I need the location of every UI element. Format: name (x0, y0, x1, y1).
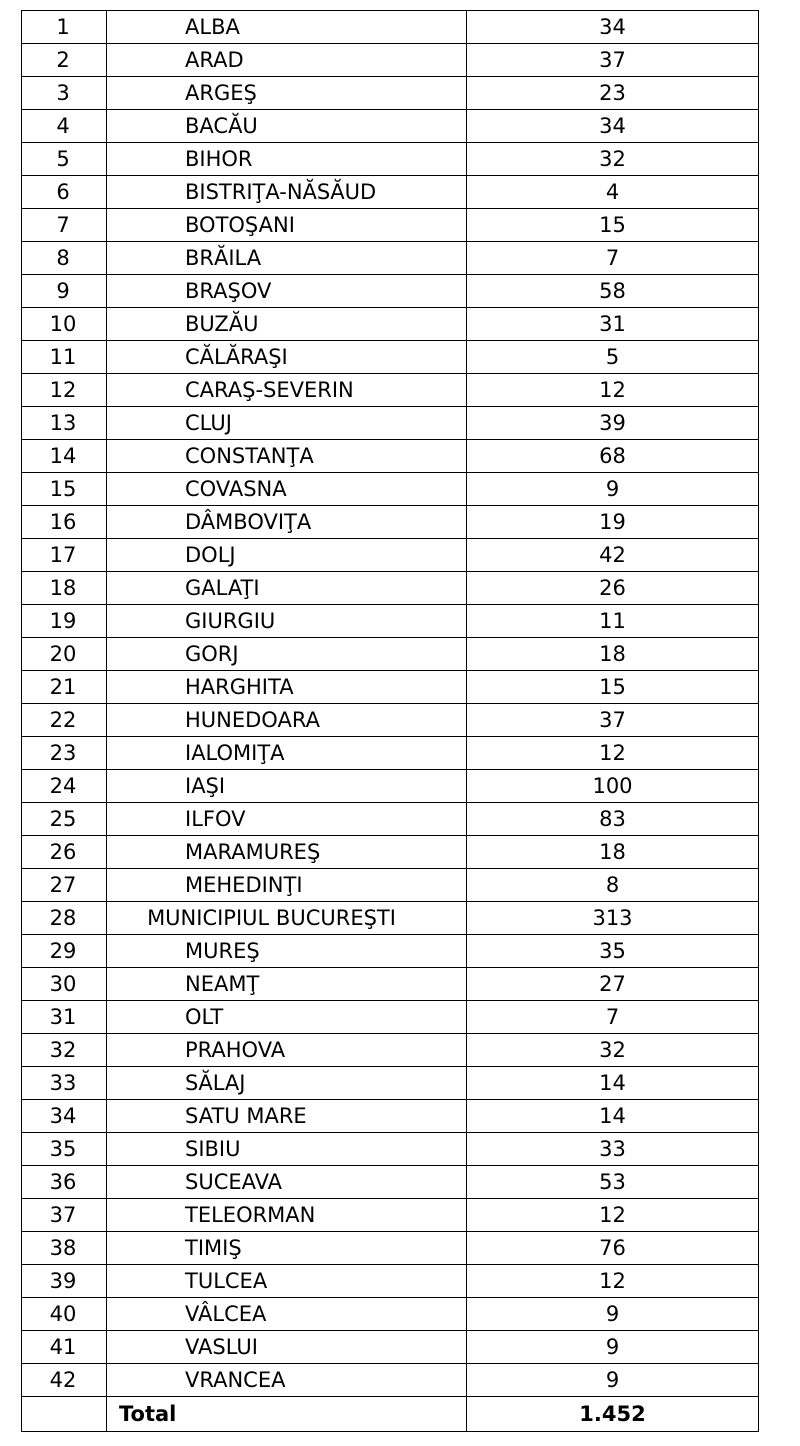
county-name: CARAŞ-SEVERIN (107, 374, 467, 407)
table-row (22, 176, 759, 209)
row-number: 11 (22, 341, 107, 374)
table-row (22, 671, 759, 704)
county-value: 37 (467, 704, 759, 737)
county-value: 11 (467, 605, 759, 638)
county-name: MARAMUREŞ (107, 836, 467, 869)
row-number: 21 (22, 671, 107, 704)
county-name: MUNICIPIUL BUCUREŞTI (107, 902, 467, 935)
county-table (21, 10, 759, 1432)
table-row (22, 506, 759, 539)
county-name: CONSTANŢA (107, 440, 467, 473)
table-row (22, 935, 759, 968)
county-name: GORJ (107, 638, 467, 671)
table-row (22, 803, 759, 836)
county-name: BUZĂU (107, 308, 467, 341)
county-value: 8 (467, 869, 759, 902)
county-name: CLUJ (107, 407, 467, 440)
row-number: 22 (22, 704, 107, 737)
table-row (22, 242, 759, 275)
row-number: 17 (22, 539, 107, 572)
row-number: 28 (22, 902, 107, 935)
table-row (22, 110, 759, 143)
county-value: 12 (467, 374, 759, 407)
table-row (22, 1265, 759, 1298)
total-label: Total (107, 1397, 467, 1432)
county-name: DÂMBOVIŢA (107, 506, 467, 539)
row-number: 3 (22, 77, 107, 110)
county-name: DOLJ (107, 539, 467, 572)
county-value: 15 (467, 671, 759, 704)
row-number: 24 (22, 770, 107, 803)
row-number: 7 (22, 209, 107, 242)
county-value: 33 (467, 1133, 759, 1166)
table-row (22, 1232, 759, 1265)
county-value: 12 (467, 1265, 759, 1298)
county-name: PRAHOVA (107, 1034, 467, 1067)
row-number: 32 (22, 1034, 107, 1067)
row-number: 23 (22, 737, 107, 770)
county-name: VASLUI (107, 1331, 467, 1364)
row-number: 13 (22, 407, 107, 440)
county-name: TULCEA (107, 1265, 467, 1298)
table-row (22, 341, 759, 374)
county-value: 18 (467, 836, 759, 869)
table-row (22, 44, 759, 77)
table-row (22, 539, 759, 572)
county-name: BOTOŞANI (107, 209, 467, 242)
county-name: BACĂU (107, 110, 467, 143)
county-value: 9 (467, 1364, 759, 1397)
county-name: BRĂILA (107, 242, 467, 275)
county-value: 68 (467, 440, 759, 473)
table-row (22, 572, 759, 605)
county-value: 12 (467, 1199, 759, 1232)
row-number: 9 (22, 275, 107, 308)
row-number: 18 (22, 572, 107, 605)
county-value: 32 (467, 1034, 759, 1067)
table-row (22, 440, 759, 473)
county-name: COVASNA (107, 473, 467, 506)
county-value: 53 (467, 1166, 759, 1199)
county-name: GIURGIU (107, 605, 467, 638)
county-name: MUREŞ (107, 935, 467, 968)
table-row (22, 1133, 759, 1166)
table-row (22, 275, 759, 308)
county-value: 313 (467, 902, 759, 935)
row-number: 5 (22, 143, 107, 176)
county-value: 14 (467, 1067, 759, 1100)
county-value: 42 (467, 539, 759, 572)
table-row (22, 1298, 759, 1331)
county-name: TELEORMAN (107, 1199, 467, 1232)
county-value: 34 (467, 11, 759, 44)
row-number: 39 (22, 1265, 107, 1298)
county-name: GALAŢI (107, 572, 467, 605)
row-number: 20 (22, 638, 107, 671)
row-number: 15 (22, 473, 107, 506)
county-value: 7 (467, 242, 759, 275)
row-number: 30 (22, 968, 107, 1001)
county-value: 39 (467, 407, 759, 440)
county-value: 9 (467, 473, 759, 506)
row-number: 38 (22, 1232, 107, 1265)
table-row (22, 605, 759, 638)
table-row (22, 770, 759, 803)
row-number: 8 (22, 242, 107, 275)
county-name: HARGHITA (107, 671, 467, 704)
county-value: 35 (467, 935, 759, 968)
table-row (22, 704, 759, 737)
county-name: BRAŞOV (107, 275, 467, 308)
county-name: ALBA (107, 11, 467, 44)
table-row (22, 1331, 759, 1364)
row-number: 14 (22, 440, 107, 473)
row-number: 40 (22, 1298, 107, 1331)
county-value: 100 (467, 770, 759, 803)
county-value: 15 (467, 209, 759, 242)
row-number: 33 (22, 1067, 107, 1100)
county-name: VRANCEA (107, 1364, 467, 1397)
county-value: 32 (467, 143, 759, 176)
row-number: 41 (22, 1331, 107, 1364)
row-number: 29 (22, 935, 107, 968)
county-name: VÂLCEA (107, 1298, 467, 1331)
county-value: 19 (467, 506, 759, 539)
table-row (22, 1067, 759, 1100)
table-row (22, 1199, 759, 1232)
table-row (22, 638, 759, 671)
table-row (22, 1166, 759, 1199)
county-value: 5 (467, 341, 759, 374)
table-row (22, 209, 759, 242)
county-name: SATU MARE (107, 1100, 467, 1133)
table-row (22, 374, 759, 407)
county-name: CĂLĂRAŞI (107, 341, 467, 374)
row-number: 10 (22, 308, 107, 341)
row-number: 2 (22, 44, 107, 77)
row-number: 34 (22, 1100, 107, 1133)
county-name: IAŞI (107, 770, 467, 803)
county-value: 7 (467, 1001, 759, 1034)
county-value: 14 (467, 1100, 759, 1133)
county-name: TIMIŞ (107, 1232, 467, 1265)
county-value: 34 (467, 110, 759, 143)
table-row (22, 473, 759, 506)
row-number: 26 (22, 836, 107, 869)
county-value: 37 (467, 44, 759, 77)
county-value: 31 (467, 308, 759, 341)
table-row (22, 308, 759, 341)
county-name: OLT (107, 1001, 467, 1034)
county-name: HUNEDOARA (107, 704, 467, 737)
county-value: 27 (467, 968, 759, 1001)
county-value: 4 (467, 176, 759, 209)
county-value: 9 (467, 1331, 759, 1364)
table-row (22, 143, 759, 176)
county-value: 58 (467, 275, 759, 308)
county-value: 26 (467, 572, 759, 605)
table-row (22, 11, 759, 44)
row-number: 35 (22, 1133, 107, 1166)
table-row (22, 869, 759, 902)
county-name: BISTRIŢA-NĂSĂUD (107, 176, 467, 209)
county-name: ARGEŞ (107, 77, 467, 110)
table-row (22, 737, 759, 770)
table-row (22, 1034, 759, 1067)
row-number: 4 (22, 110, 107, 143)
table-row (22, 1364, 759, 1397)
row-number: 19 (22, 605, 107, 638)
county-value: 23 (467, 77, 759, 110)
table-body (22, 11, 759, 1432)
county-name: ILFOV (107, 803, 467, 836)
table-row (22, 407, 759, 440)
row-number: 37 (22, 1199, 107, 1232)
row-number: 31 (22, 1001, 107, 1034)
county-name: NEAMŢ (107, 968, 467, 1001)
county-name: MEHEDINŢI (107, 869, 467, 902)
county-value: 12 (467, 737, 759, 770)
county-name: ARAD (107, 44, 467, 77)
county-name: BIHOR (107, 143, 467, 176)
row-number: 42 (22, 1364, 107, 1397)
row-number: 1 (22, 11, 107, 44)
table-row (22, 902, 759, 935)
total-number-cell (22, 1397, 107, 1432)
table-row (22, 1001, 759, 1034)
county-value: 18 (467, 638, 759, 671)
county-value: 76 (467, 1232, 759, 1265)
table-row (22, 836, 759, 869)
county-name: IALOMIŢA (107, 737, 467, 770)
total-row (22, 1397, 759, 1432)
row-number: 16 (22, 506, 107, 539)
row-number: 12 (22, 374, 107, 407)
row-number: 25 (22, 803, 107, 836)
row-number: 6 (22, 176, 107, 209)
county-name: SĂLAJ (107, 1067, 467, 1100)
county-value: 9 (467, 1298, 759, 1331)
county-name: SIBIU (107, 1133, 467, 1166)
county-name: SUCEAVA (107, 1166, 467, 1199)
table-row (22, 968, 759, 1001)
table-row (22, 1100, 759, 1133)
row-number: 27 (22, 869, 107, 902)
table-row (22, 77, 759, 110)
row-number: 36 (22, 1166, 107, 1199)
total-value: 1.452 (467, 1397, 759, 1432)
county-value: 83 (467, 803, 759, 836)
